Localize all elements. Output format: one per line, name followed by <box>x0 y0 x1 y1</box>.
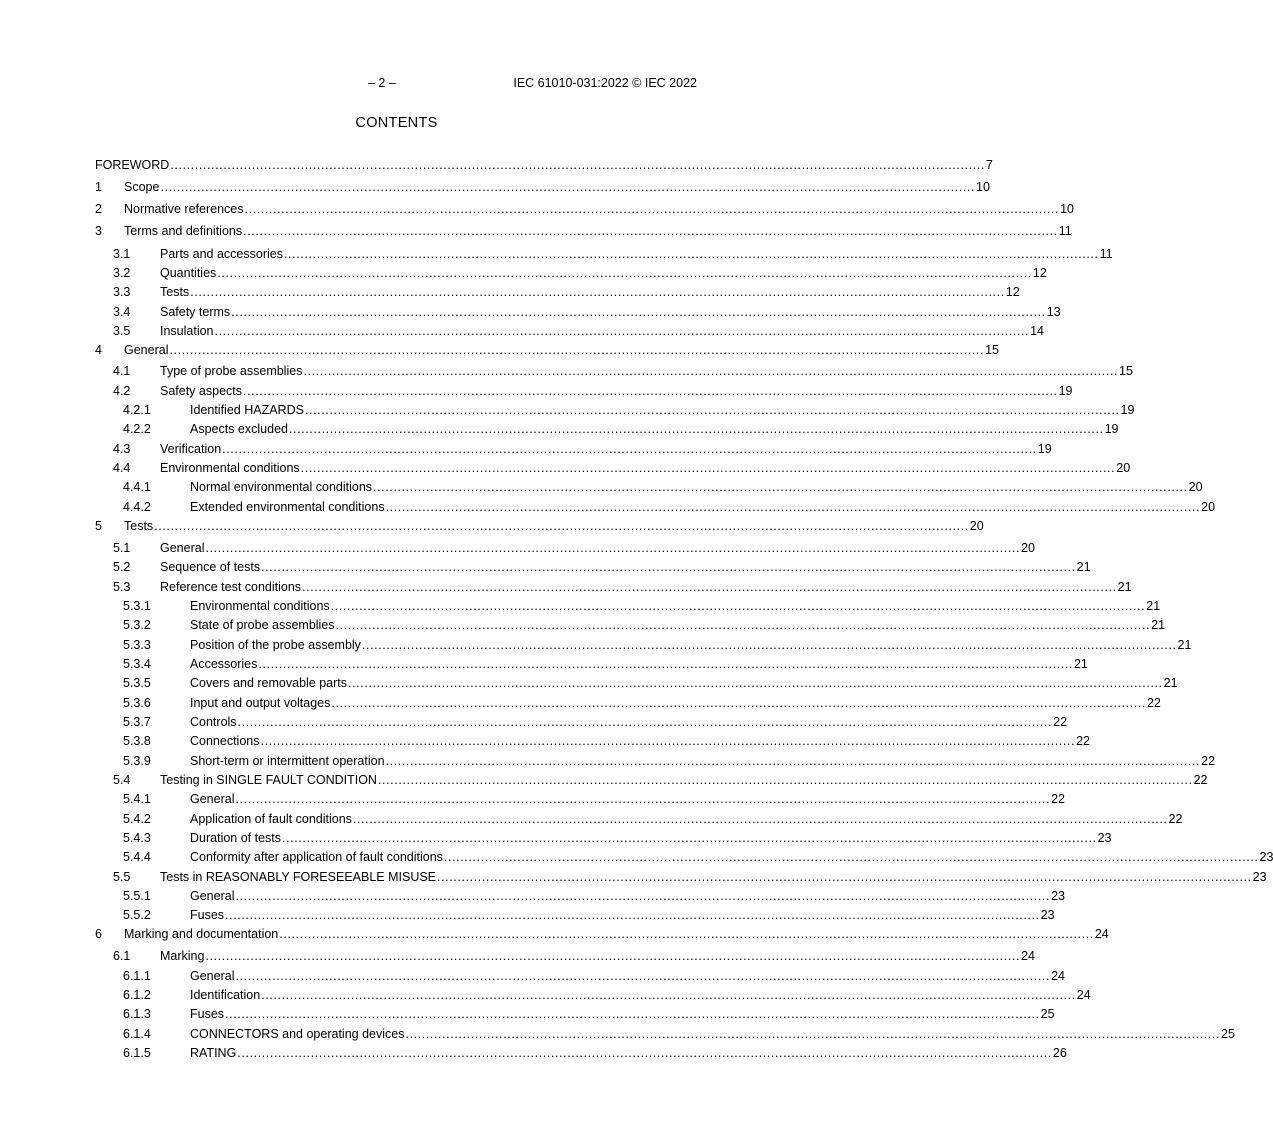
toc-entry-page: 23 <box>1097 831 1112 845</box>
toc-entry-number: 5.5.1 <box>123 889 151 903</box>
toc-entry-page: 13 <box>1046 305 1061 319</box>
dot-leader: ........................................................................................................................................................................................................ <box>154 519 969 533</box>
toc-entry-number: 5.3 <box>113 580 131 594</box>
toc-entry[interactable] <box>95 1006 1055 1022</box>
toc-entry[interactable] <box>95 656 1088 672</box>
toc-entry-page: 15 <box>985 343 999 357</box>
toc-entry-number: 5.3.6 <box>123 696 151 710</box>
dot-leader: ........................................................................................................................................................................................................ <box>385 500 1201 514</box>
toc-entry-title: General <box>190 889 235 903</box>
dot-leader: ........................................................................................................................................................................................................ <box>361 638 1177 652</box>
toc-entry-page: 19 <box>1104 422 1119 436</box>
dot-leader: ........................................................................................................................................................................................................ <box>205 949 1021 963</box>
dot-leader: ........................................................................................................................................................................................................ <box>282 831 1097 845</box>
toc-entry-title: Application of fault conditions <box>190 812 352 826</box>
toc-entry[interactable] <box>95 421 1119 437</box>
toc-entry-page: 22 <box>1053 715 1068 729</box>
toc-entry[interactable] <box>95 617 1166 633</box>
dot-leader: ........................................................................................................................................................................................................ <box>160 180 976 194</box>
toc-entry-number: 3 <box>95 224 102 238</box>
toc-entry-number: 5 <box>95 519 102 533</box>
toc-entry-page: 21 <box>1151 618 1166 632</box>
dot-leader: ........................................................................................................................................................................................................ <box>170 158 985 172</box>
toc-entry-title: Fuses <box>190 908 225 922</box>
toc-entry[interactable] <box>95 460 1131 476</box>
toc-entry-number: 5.5.2 <box>123 908 151 922</box>
toc-entry-page: 21 <box>1177 638 1192 652</box>
dot-leader: ........................................................................................................................................................................................................ <box>304 403 1120 417</box>
toc-entry[interactable] <box>95 323 1045 339</box>
toc-entry-title: Identified HAZARDS <box>190 403 304 417</box>
toc-entry-title: Testing in SINGLE FAULT CONDITION <box>160 773 377 787</box>
dot-leader: ........................................................................................................................................................................................................ <box>237 1046 1052 1060</box>
toc-entry-page: 10 <box>976 180 990 194</box>
toc-entry-page: 21 <box>1076 560 1091 574</box>
toc-entry[interactable] <box>95 201 1074 217</box>
toc-entry-page: 25 <box>1040 1007 1055 1021</box>
toc-entry-page: 11 <box>1058 224 1072 238</box>
dot-leader: ........................................................................................................................................................................................................ <box>235 969 1051 983</box>
page-number: – 2 – <box>368 76 396 90</box>
toc-entry-title: State of probe assemblies <box>190 618 335 632</box>
toc-entry[interactable] <box>95 695 1161 711</box>
standard-reference: IEC 61010-031:2022 © IEC 2022 <box>513 76 697 90</box>
toc-entry[interactable] <box>95 791 1065 807</box>
toc-entry-title: Marking <box>160 949 205 963</box>
toc-entry-number: 2 <box>95 202 102 216</box>
toc-entry-number: 4.2.2 <box>123 422 151 436</box>
dot-leader: ........................................................................................................................................................................................................ <box>373 480 1188 494</box>
toc-entry-page: 24 <box>1021 949 1035 963</box>
dot-leader: ........................................................................................................................................................................................................ <box>217 266 1032 280</box>
toc-entry-page: 24 <box>1094 927 1109 941</box>
toc-entry[interactable] <box>95 479 1203 495</box>
toc-entry-number: 5.3.1 <box>123 599 151 613</box>
toc-entry-number: 4.3 <box>113 442 131 456</box>
toc-entry-number: 3.1 <box>113 247 131 261</box>
toc-entry-number: 6.1.4 <box>123 1027 151 1041</box>
toc-entry-number: 5.4 <box>113 773 131 787</box>
toc-entry-title: Quantities <box>160 266 217 280</box>
toc-entry[interactable] <box>95 926 1109 942</box>
toc-entry[interactable] <box>95 714 1068 730</box>
toc-entry[interactable] <box>95 246 1113 262</box>
dot-leader: ........................................................................................................................................................................................................ <box>377 773 1193 787</box>
toc-entry[interactable] <box>95 402 1135 418</box>
toc-entry-title: Duration of tests <box>190 831 282 845</box>
toc-entry-title: Safety aspects <box>160 384 242 398</box>
toc-entry[interactable] <box>95 1045 1067 1061</box>
dot-leader: ........................................................................................................................................................................................................ <box>235 889 1051 903</box>
toc-entry-page: 20 <box>1021 541 1035 555</box>
dot-leader: ........................................................................................................................................................................................................ <box>335 618 1151 632</box>
toc-entry-number: 5.3.8 <box>123 734 151 748</box>
toc-entry-title: Verification <box>160 442 222 456</box>
dot-leader: ........................................................................................................................................................................................................ <box>279 927 1094 941</box>
toc-entry-number: 5.4.4 <box>123 850 151 864</box>
dot-leader: ........................................................................................................................................................................................................ <box>258 657 1073 671</box>
toc-entry-page: 22 <box>1146 696 1161 710</box>
toc-entry-page: 12 <box>1005 285 1020 299</box>
toc-entry[interactable] <box>95 342 999 358</box>
toc-entry[interactable] <box>95 1026 1235 1042</box>
toc-entry-number: 1 <box>95 180 102 194</box>
dot-leader: ........................................................................................................................................................................................................ <box>237 715 1053 729</box>
toc-entry-number: 4.1 <box>113 364 131 378</box>
toc-entry[interactable] <box>95 987 1091 1003</box>
toc-entry-title: Type of probe assemblies <box>160 364 303 378</box>
toc-entry-title: General <box>124 343 169 357</box>
dot-leader: ........................................................................................................................................................................................................ <box>214 324 1030 338</box>
toc-entry-title: Insulation <box>160 324 214 338</box>
toc-entry-page: 22 <box>1201 754 1216 768</box>
toc-entry-number: 3.2 <box>113 266 131 280</box>
dot-leader: ........................................................................................................................................................................................................ <box>352 812 1168 826</box>
toc-entry-page: 11 <box>1099 247 1113 261</box>
toc-entry[interactable] <box>95 888 1065 904</box>
toc-entry-title: Input and output voltages <box>190 696 331 710</box>
toc-entry[interactable] <box>95 559 1091 575</box>
toc-entry-number: 3.5 <box>113 324 131 338</box>
toc-entry[interactable] <box>95 907 1055 923</box>
dot-leader: ........................................................................................................................................................................................................ <box>169 343 985 357</box>
dot-leader: ........................................................................................................................................................................................................ <box>288 422 1104 436</box>
toc-entry-number: 4.4 <box>113 461 131 475</box>
toc-entry-number: 5.3.7 <box>123 715 151 729</box>
toc-entry-title: Connections <box>190 734 260 748</box>
toc-entry-number: 4.2.1 <box>123 403 151 417</box>
page-header <box>0 76 793 92</box>
toc-entry-number: 5.3.3 <box>123 638 151 652</box>
toc-entry-title: Environmental conditions <box>190 599 330 613</box>
toc-entry-number: 6 <box>95 927 102 941</box>
dot-leader: ........................................................................................................................................................................................................ <box>385 754 1201 768</box>
toc-entry[interactable] <box>95 733 1090 749</box>
toc-entry[interactable] <box>95 179 990 195</box>
toc-entry-title: Extended environmental conditions <box>190 500 385 514</box>
toc-entry-page: 23 <box>1259 850 1273 864</box>
toc-entry-page: 20 <box>1201 500 1216 514</box>
toc-entry[interactable] <box>95 849 1273 865</box>
toc-entry-title: Identification <box>190 988 261 1002</box>
toc-entry-page: 24 <box>1051 969 1065 983</box>
toc-entry-number: 5.2 <box>113 560 131 574</box>
toc-entry-number: 6.1.5 <box>123 1046 151 1060</box>
toc-entry-page: 19 <box>1037 442 1052 456</box>
toc-entry-page: 7 <box>985 158 993 172</box>
toc-entry-number: 5.3.5 <box>123 676 151 690</box>
dot-leader: ........................................................................................................................................................................................................ <box>443 850 1259 864</box>
dot-leader: ........................................................................................................................................................................................................ <box>261 988 1076 1002</box>
toc-entry-title: Short-term or intermittent operation <box>190 754 385 768</box>
toc-entry-page: 26 <box>1052 1046 1067 1060</box>
dot-leader: ........................................................................................................................................................................................................ <box>331 696 1146 710</box>
dot-leader: ........................................................................................................................................................................................................ <box>348 676 1163 690</box>
toc-entry-title: Covers and removable parts <box>190 676 348 690</box>
toc-entry-title: Scope <box>124 180 160 194</box>
dot-leader: ........................................................................................................................................................................................................ <box>190 285 1005 299</box>
toc-entry-page: 21 <box>1146 599 1161 613</box>
dot-leader: ........................................................................................................................................................................................................ <box>225 908 1040 922</box>
toc-entry[interactable] <box>95 304 1061 320</box>
toc-entry-page: 22 <box>1193 773 1208 787</box>
toc-entry-page: 12 <box>1032 266 1047 280</box>
toc-entry-page: 19 <box>1120 403 1135 417</box>
toc-entry-page: 21 <box>1073 657 1088 671</box>
toc-entry-page: 10 <box>1060 202 1074 216</box>
toc-entry-title: Normal environmental conditions <box>190 480 373 494</box>
toc-entry-page: 21 <box>1117 580 1132 594</box>
toc-entry[interactable] <box>95 383 1073 399</box>
dot-leader: ........................................................................................................................................................................................................ <box>222 442 1037 456</box>
toc-entry-number: 5.4.2 <box>123 812 151 826</box>
dot-leader: ........................................................................................................................................................................................................ <box>300 461 1116 475</box>
toc-entry-page: 22 <box>1076 734 1090 748</box>
contents-title: CONTENTS <box>355 115 438 131</box>
toc-entry-number: 5.1 <box>113 541 131 555</box>
toc-entry-number: 5.3.2 <box>123 618 151 632</box>
toc-entry-title: Controls <box>190 715 237 729</box>
toc-entry-number: 5.5 <box>113 870 131 884</box>
toc-entry[interactable] <box>95 675 1178 691</box>
toc-entry[interactable] <box>95 284 1020 300</box>
toc-entry-page: 19 <box>1058 384 1073 398</box>
dot-leader: ........................................................................................................................................................................................................ <box>243 224 1058 238</box>
dot-leader: ........................................................................................................................................................................................................ <box>261 560 1076 574</box>
toc-entry-number: 5.3.9 <box>123 754 151 768</box>
toc-entry-page: 14 <box>1030 324 1045 338</box>
toc-entry-title: Fuses <box>190 1007 225 1021</box>
toc-entry-page: 22 <box>1168 812 1183 826</box>
toc-entry-title: Reference test conditions <box>160 580 302 594</box>
toc-entry[interactable] <box>95 968 1065 984</box>
dot-leader: ........................................................................................................................................................................................................ <box>260 734 1076 748</box>
toc-entry-title: Sequence of tests <box>160 560 261 574</box>
toc-entry-title: Normative references <box>124 202 244 216</box>
toc-entry-number: 4.4.1 <box>123 480 151 494</box>
toc-entry[interactable] <box>95 223 1072 239</box>
toc-entry-page: 22 <box>1051 792 1065 806</box>
dot-leader: ........................................................................................................................................................................................................ <box>302 580 1117 594</box>
toc-entry-title: Environmental conditions <box>160 461 300 475</box>
toc-entry-title: Terms and definitions <box>124 224 243 238</box>
toc-entry-number: 5.4.3 <box>123 831 151 845</box>
toc-entry-number: 4.2 <box>113 384 131 398</box>
dot-leader: ........................................................................................................................................................................................................ <box>303 364 1119 378</box>
toc-entry-title: General <box>190 792 235 806</box>
toc-entry-number: 3.3 <box>113 285 131 299</box>
toc-entry-title: Accessories <box>190 657 258 671</box>
toc-entry-title: Tests in REASONABLY FORESEEABLE MISUSE <box>160 870 437 884</box>
toc-entry-page: 20 <box>969 519 984 533</box>
toc-entry[interactable] <box>95 598 1161 614</box>
toc-entry-page: 15 <box>1119 364 1133 378</box>
toc-entry-number: 3.4 <box>113 305 131 319</box>
toc-entry-title: Parts and accessories <box>160 247 283 261</box>
toc-entry-page: 23 <box>1252 870 1267 884</box>
toc-entry[interactable] <box>95 579 1132 595</box>
toc-entry[interactable] <box>95 772 1208 788</box>
toc-entry-title: Tests <box>160 285 190 299</box>
toc-entry-number: 6.1.1 <box>123 969 151 983</box>
dot-leader: ........................................................................................................................................................................................................ <box>283 247 1099 261</box>
toc-entry-title: Marking and documentation <box>124 927 279 941</box>
toc-entry[interactable] <box>95 540 1035 556</box>
dot-leader: ........................................................................................................................................................................................................ <box>225 1007 1040 1021</box>
toc-entry[interactable] <box>95 363 1133 379</box>
toc-entry[interactable] <box>95 811 1183 827</box>
dot-leader: ........................................................................................................................................................................................................ <box>405 1027 1221 1041</box>
toc-entry-page: 24 <box>1076 988 1091 1002</box>
toc-entry-page: 21 <box>1163 676 1178 690</box>
toc-entry-title: Aspects excluded <box>190 422 288 436</box>
toc-entry-title: Position of the probe assembly <box>190 638 361 652</box>
toc-entry[interactable] <box>95 265 1047 281</box>
dot-leader: ........................................................................................................................................................................................................ <box>231 305 1046 319</box>
toc-entry-page: 20 <box>1116 461 1131 475</box>
toc-entry-page: 25 <box>1221 1027 1235 1041</box>
toc-entry[interactable] <box>95 753 1216 769</box>
toc-entry-number: 5.4.1 <box>123 792 151 806</box>
toc-entry[interactable] <box>95 637 1192 653</box>
toc-entry-number: 6.1.3 <box>123 1007 151 1021</box>
toc-entry-page: 23 <box>1051 889 1065 903</box>
toc-entry-number: 4.4.2 <box>123 500 151 514</box>
toc-entry-number: 6.1.2 <box>123 988 151 1002</box>
toc-entry[interactable] <box>95 948 1035 964</box>
toc-entry[interactable] <box>95 830 1112 846</box>
toc-entry[interactable] <box>95 518 984 534</box>
toc-entry-page: 20 <box>1188 480 1203 494</box>
toc-entry-title: FOREWORD <box>95 158 170 172</box>
dot-leader: ........................................................................................................................................................................................................ <box>205 541 1021 555</box>
toc-entry-number: 6.1 <box>113 949 131 963</box>
toc-entry-title: Tests <box>124 519 154 533</box>
toc-entry[interactable] <box>95 441 1052 457</box>
dot-leader: ........................................................................................................................................................................................................ <box>235 792 1051 806</box>
toc-entry[interactable] <box>95 157 993 173</box>
dot-leader: ........................................................................................................................................................................................................ <box>437 870 1252 884</box>
toc-entry-title: CONNECTORS and operating devices <box>190 1027 405 1041</box>
toc-entry[interactable] <box>95 499 1216 515</box>
dot-leader: ........................................................................................................................................................................................................ <box>330 599 1146 613</box>
toc-entry-title: General <box>160 541 205 555</box>
toc-entry-title: Conformity after application of fault conditions <box>190 850 443 864</box>
toc-entry-title: RATING <box>190 1046 237 1060</box>
toc-entry-number: 5.3.4 <box>123 657 151 671</box>
toc-entry-title: Safety terms <box>160 305 231 319</box>
toc-entry-number: 4 <box>95 343 102 357</box>
toc-entry[interactable] <box>95 869 1267 885</box>
toc-entry-page: 23 <box>1040 908 1055 922</box>
toc-entry-title: General <box>190 969 235 983</box>
dot-leader: ........................................................................................................................................................................................................ <box>244 202 1060 216</box>
dot-leader: ........................................................................................................................................................................................................ <box>243 384 1058 398</box>
